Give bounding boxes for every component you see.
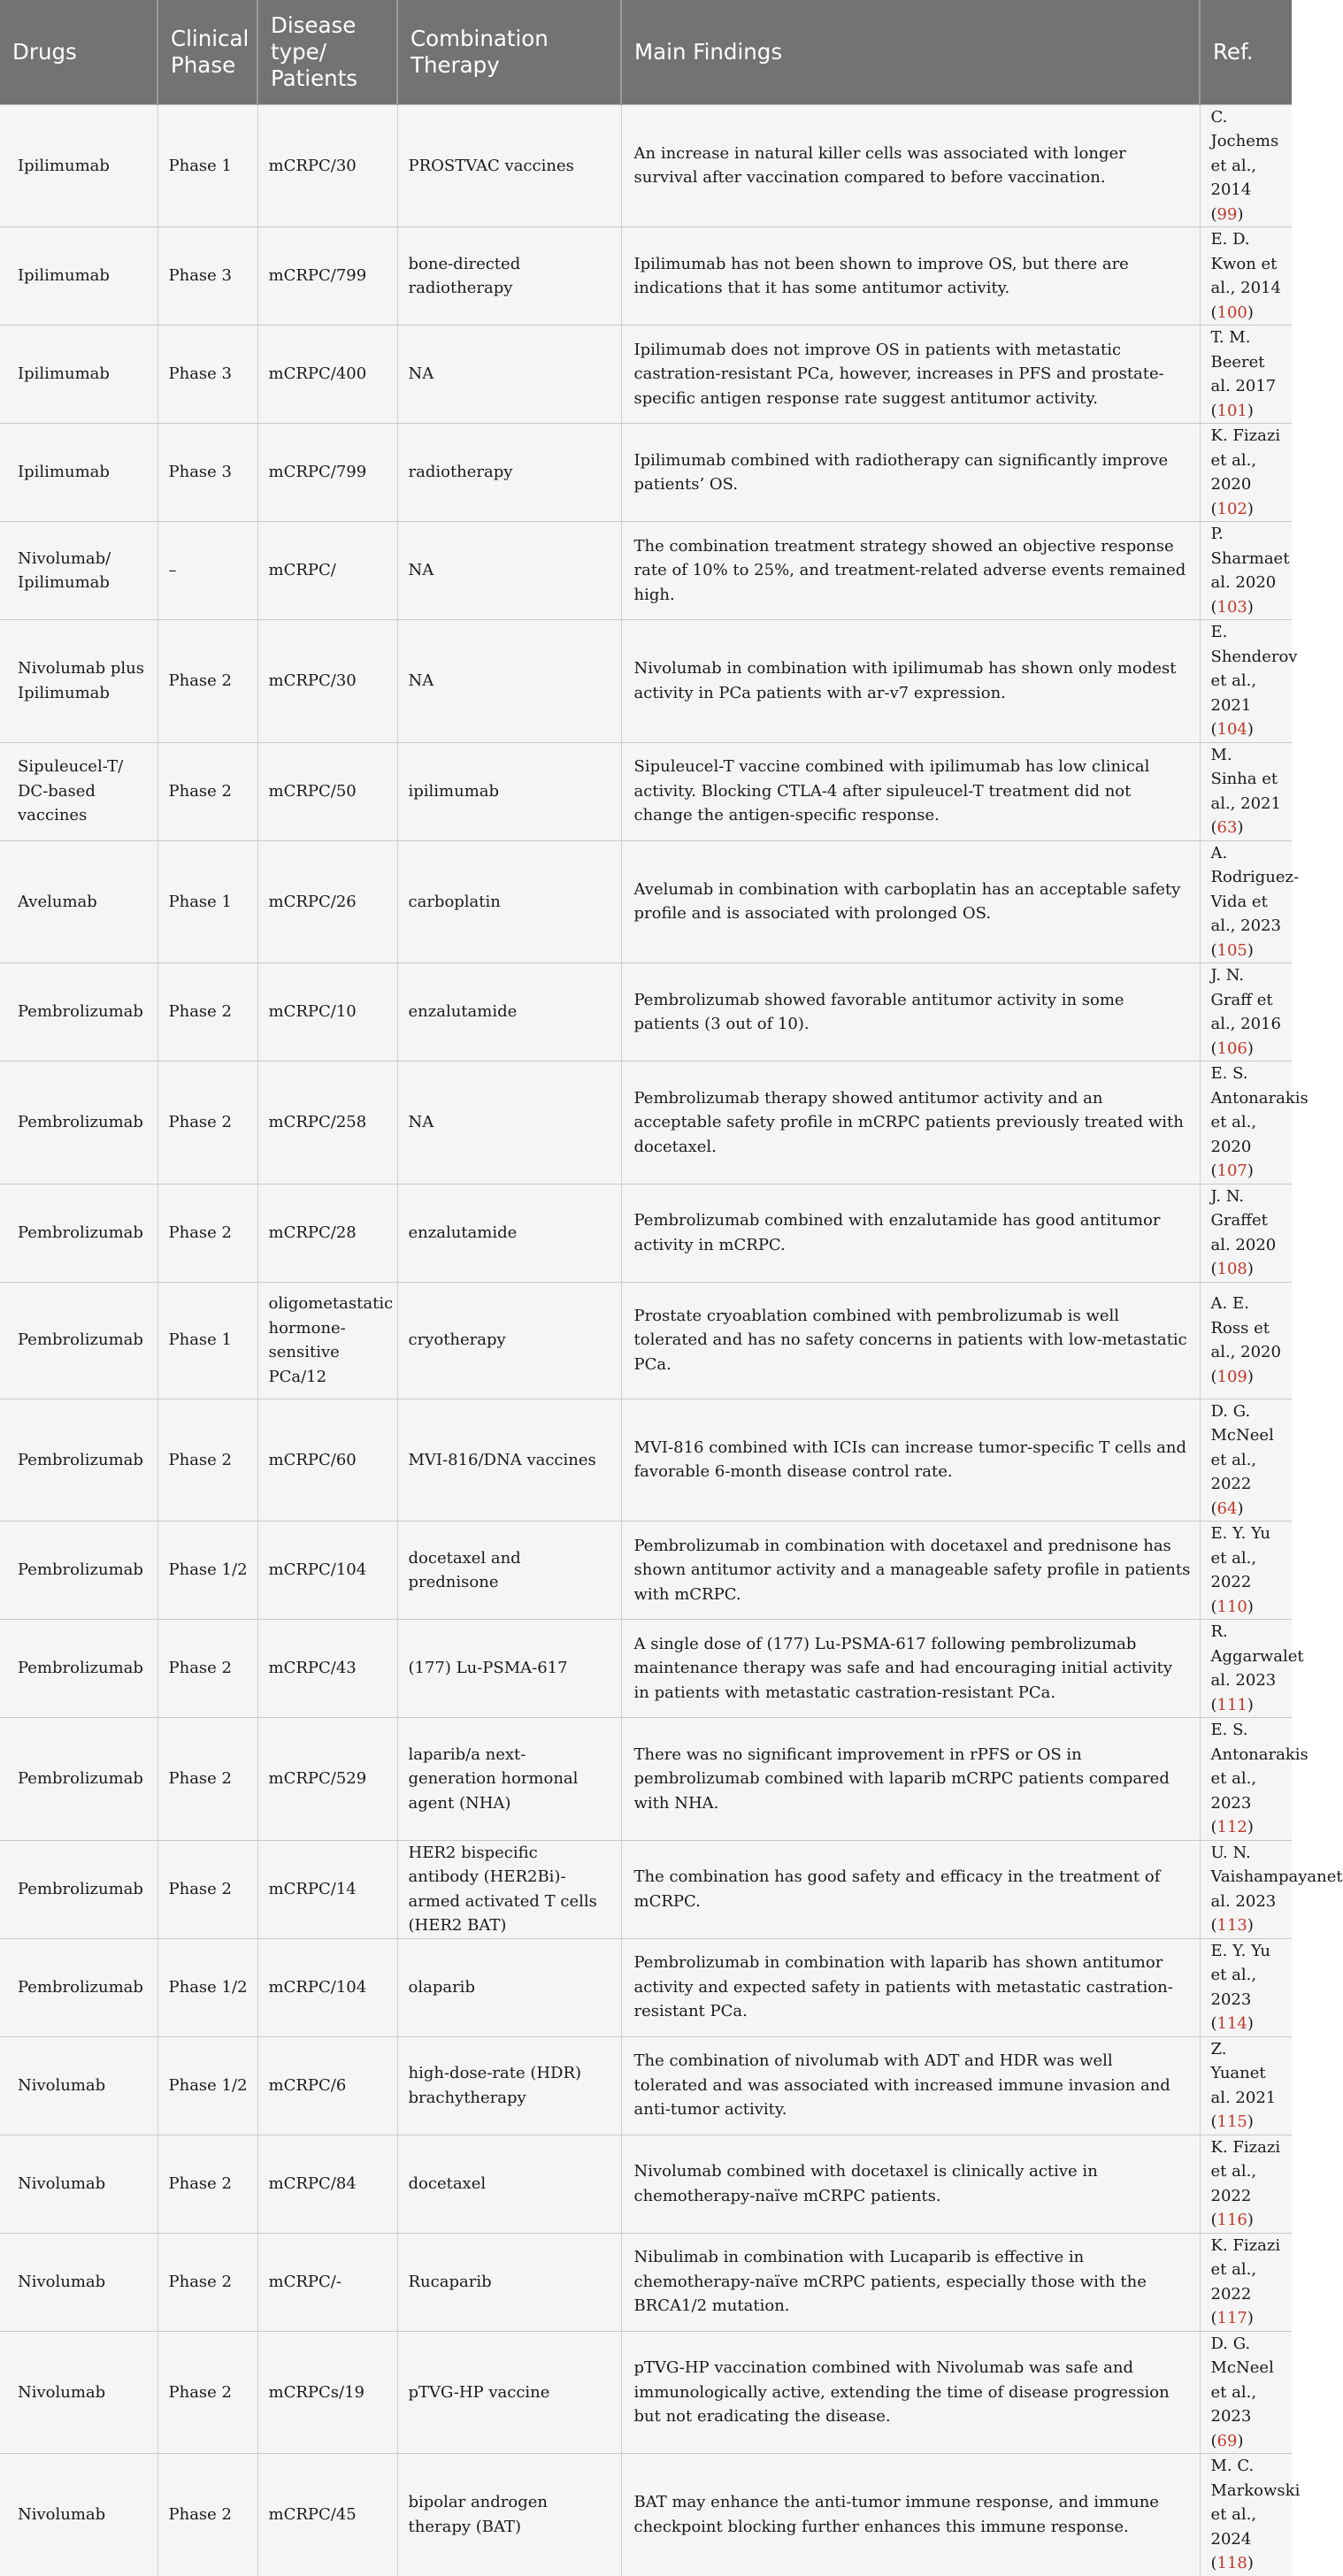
cell-combination: ipilimumab bbox=[397, 742, 621, 840]
cell-ref: D. G. McNeel et al., 2022 (64) bbox=[1200, 1399, 1292, 1522]
cell-drug: Pembrolizumab bbox=[0, 1840, 157, 1938]
cell-findings: An increase in natural killer cells was associated with longer survival after vaccination compared to before vaccination. bbox=[621, 104, 1200, 227]
cell-drug: Pembrolizumab bbox=[0, 1062, 157, 1184]
cell-drug: Nivolumab bbox=[0, 2233, 157, 2331]
cell-ref: E. Shenderov et al., 2021 (104) bbox=[1200, 620, 1292, 743]
cell-disease: mCRPC/30 bbox=[257, 104, 397, 227]
cell-disease: mCRPC/30 bbox=[257, 620, 397, 743]
ref-text: J. N. Graffet al. 2020 bbox=[1210, 1186, 1277, 1254]
table-row bbox=[0, 620, 1292, 743]
cell-disease: mCRPC/400 bbox=[257, 326, 397, 424]
cell-ref: Z. Yuanet al. 2021 (115) bbox=[1200, 2036, 1292, 2135]
cell-combination: laparib/a next-generation hormonal agent (NHA) bbox=[397, 1718, 621, 1841]
cell-findings: Ipilimumab does not improve OS in patients with metastatic castration-resistant PCa, however, increases in PFS and prostate-specific antigen response rate suggest antitumor activity. bbox=[621, 326, 1200, 424]
ref-link[interactable]: 103 bbox=[1216, 597, 1247, 617]
table-row bbox=[0, 1399, 1292, 1522]
cell-combination: HER2 bispecific antibody (HER2Bi)-armed activated T cells (HER2 BAT) bbox=[397, 1840, 621, 1938]
cell-combination: enzalutamide bbox=[397, 963, 621, 1062]
cell-phase: Phase 2 bbox=[157, 1184, 257, 1282]
cell-phase: Phase 2 bbox=[157, 620, 257, 743]
cell-combination: bipolar androgen therapy (BAT) bbox=[397, 2454, 621, 2576]
cell-disease: mCRPC/799 bbox=[257, 424, 397, 522]
table-row bbox=[0, 2036, 1292, 2135]
ref-link[interactable]: 100 bbox=[1216, 303, 1247, 322]
cell-drug: Nivolumab bbox=[0, 2036, 157, 2135]
cell-findings: Pembrolizumab in combination with laparib has shown antitumor activity and expected safety in patients with metastatic castration-resistant PCa. bbox=[621, 1938, 1200, 2036]
table-row bbox=[0, 104, 1292, 227]
cell-phase: Phase 2 bbox=[157, 1718, 257, 1841]
ref-link[interactable]: 108 bbox=[1216, 1260, 1247, 1278]
cell-phase: Phase 1 bbox=[157, 840, 257, 963]
cell-disease: mCRPC/529 bbox=[257, 1718, 397, 1841]
cell-disease: mCRPC/28 bbox=[257, 1184, 397, 1282]
cell-phase: Phase 3 bbox=[157, 424, 257, 522]
ref-link[interactable]: 111 bbox=[1216, 1695, 1247, 1714]
table-row bbox=[0, 1620, 1292, 1718]
cell-drug: Pembrolizumab bbox=[0, 1718, 157, 1841]
header-main-findings: Main Findings bbox=[621, 0, 1200, 104]
cell-findings: Sipuleucel-T vaccine combined with ipilimumab has low clinical activity. Blocking CTLA-4 after sipuleucel-T treatment did not change the antigen-specific response. bbox=[621, 742, 1200, 840]
table-row bbox=[0, 2233, 1292, 2331]
cell-combination: MVI-816/DNA vaccines bbox=[397, 1399, 621, 1522]
cell-findings: A single dose of (177) Lu-PSMA-617 following pembrolizumab maintenance therapy was safe and had encouraging initial activity in patients with metastatic castration-resistant PCa. bbox=[621, 1620, 1200, 1718]
cell-combination: NA bbox=[397, 326, 621, 424]
ref-text: E. Y. Yu et al., 2022 bbox=[1210, 1524, 1270, 1591]
cell-disease: oligometastatic hormone-sensitive PCa/12 bbox=[257, 1282, 397, 1399]
ref-text: P. Sharmaet al. 2020 bbox=[1210, 525, 1290, 592]
cell-ref: A. E. Ross et al., 2020 (109) bbox=[1200, 1282, 1292, 1399]
ref-text: Z. Yuanet al. 2021 bbox=[1210, 2039, 1277, 2107]
cell-combination: PROSTVAC vaccines bbox=[397, 104, 621, 227]
cell-findings: The combination treatment strategy showed an objective response rate of 10% to 25%, and treatment-related adverse events remained high. bbox=[621, 522, 1200, 620]
ref-text: U. N. Vaishampayanet al. 2023 bbox=[1210, 1843, 1343, 1911]
cell-phase: Phase 2 bbox=[157, 1399, 257, 1522]
cell-disease: mCRPC/43 bbox=[257, 1620, 397, 1718]
table-row bbox=[0, 1522, 1292, 1620]
ref-link[interactable]: 64 bbox=[1216, 1499, 1238, 1518]
table-row bbox=[0, 840, 1292, 963]
cell-ref: K. Fizazi et al., 2020 (102) bbox=[1200, 424, 1292, 522]
cell-disease: mCRPC/799 bbox=[257, 227, 397, 326]
cell-phase: Phase 2 bbox=[157, 1620, 257, 1718]
cell-drug: Ipilimumab bbox=[0, 227, 157, 326]
cell-combination: carboplatin bbox=[397, 840, 621, 963]
cell-disease: mCRPC/104 bbox=[257, 1522, 397, 1620]
table-row bbox=[0, 522, 1292, 620]
ref-link[interactable]: 101 bbox=[1216, 401, 1247, 420]
cell-combination: radiotherapy bbox=[397, 424, 621, 522]
table-body bbox=[0, 104, 1343, 2576]
cell-combination: cryotherapy bbox=[397, 1282, 621, 1399]
cell-ref: D. G. McNeel et al., 2023 (69) bbox=[1200, 2331, 1292, 2454]
ref-link[interactable]: 115 bbox=[1216, 2112, 1247, 2131]
cell-findings: pTVG-HP vaccination combined with Nivolumab was safe and immunologically active, extending the time of disease progression but not eradicating the disease. bbox=[621, 2331, 1200, 2454]
cell-ref: T. M. Beeret al. 2017 (101) bbox=[1200, 326, 1292, 424]
ref-text: K. Fizazi et al., 2022 bbox=[1210, 2137, 1281, 2205]
cell-combination: NA bbox=[397, 1062, 621, 1184]
ref-text: E. S. Antonarakis et al., 2020 bbox=[1210, 1064, 1308, 1156]
ref-text: E. Shenderov et al., 2021 bbox=[1210, 623, 1298, 715]
cell-phase: Phase 2 bbox=[157, 963, 257, 1062]
cell-ref: E. Y. Yu et al., 2023 (114) bbox=[1200, 1938, 1292, 2036]
cell-phase: Phase 2 bbox=[157, 1062, 257, 1184]
ref-link[interactable]: 109 bbox=[1216, 1367, 1247, 1386]
cell-drug: Sipuleucel-T/ DC-based vaccines bbox=[0, 742, 157, 840]
cell-findings: Nibulimab in combination with Lucaparib is effective in chemotherapy-naïve mCRPC patients, especially those with the BRCA1/2 mutation. bbox=[621, 2233, 1200, 2331]
cell-ref: A. Rodriguez-Vida et al., 2023 (105) bbox=[1200, 840, 1292, 963]
ref-link[interactable]: 105 bbox=[1216, 940, 1247, 960]
cell-ref: E. S. Antonarakis et al., 2020 (107) bbox=[1200, 1062, 1292, 1184]
cell-drug: Ipilimumab bbox=[0, 424, 157, 522]
table-row bbox=[0, 1184, 1292, 1282]
ref-text: J. N. Graff et al., 2016 bbox=[1210, 966, 1281, 1033]
cell-findings: Pembrolizumab showed favorable antitumor activity in some patients (3 out of 10). bbox=[621, 963, 1200, 1062]
cell-findings: Prostate cryoablation combined with pembrolizumab is well tolerated and has no safety concerns in patients with low-metastatic PCa. bbox=[621, 1282, 1200, 1399]
ref-text: K. Fizazi et al., 2022 bbox=[1210, 2235, 1281, 2304]
cell-drug: Pembrolizumab bbox=[0, 1938, 157, 2036]
cell-drug: Ipilimumab bbox=[0, 104, 157, 227]
cell-ref: K. Fizazi et al., 2022 (116) bbox=[1200, 2135, 1292, 2233]
header-clinical-phase: Clinical Phase bbox=[157, 0, 257, 104]
header-ref: Ref. bbox=[1200, 0, 1292, 104]
table-row bbox=[0, 1718, 1292, 1841]
cell-drug: Pembrolizumab bbox=[0, 1184, 157, 1282]
table-row bbox=[0, 2135, 1292, 2233]
cell-combination: enzalutamide bbox=[397, 1184, 621, 1282]
table-row bbox=[0, 2454, 1292, 2576]
cell-findings: The combination of nivolumab with ADT and HDR was well tolerated and was associated with increased immune invasion and anti-tumor activity. bbox=[621, 2036, 1200, 2135]
cell-drug: Ipilimumab bbox=[0, 326, 157, 424]
cell-phase: – bbox=[157, 522, 257, 620]
cell-findings: There was no significant improvement in rPFS or OS in pembrolizumab combined with laparib mCRPC patients compared with NHA. bbox=[621, 1718, 1200, 1841]
cell-disease: mCRPC/84 bbox=[257, 2135, 397, 2233]
header-row bbox=[0, 0, 1292, 104]
table-row bbox=[0, 742, 1292, 840]
cell-findings: Pembrolizumab therapy showed antitumor activity and an acceptable safety profile in mCRPC patients previously treated with docetaxel. bbox=[621, 1062, 1200, 1184]
cell-disease: mCRPC/- bbox=[257, 2233, 397, 2331]
cell-findings: Nivolumab combined with docetaxel is clinically active in chemotherapy-naïve mCRPC patients. bbox=[621, 2135, 1200, 2233]
cell-combination: docetaxel and prednisone bbox=[397, 1522, 621, 1620]
cell-phase: Phase 2 bbox=[157, 2454, 257, 2576]
table-row bbox=[0, 1840, 1292, 1938]
ref-link[interactable]: 112 bbox=[1216, 1818, 1247, 1836]
cell-disease: mCRPC/45 bbox=[257, 2454, 397, 2576]
cell-drug: Nivolumab plus Ipilimumab bbox=[0, 620, 157, 743]
ref-text: E. Y. Yu et al., 2023 bbox=[1210, 1941, 1270, 2009]
cell-phase: Phase 2 bbox=[157, 1840, 257, 1938]
cell-drug: Pembrolizumab bbox=[0, 1282, 157, 1399]
table-row bbox=[0, 1282, 1292, 1399]
cell-findings: Pembrolizumab combined with enzalutamide has good antitumor activity in mCRPC. bbox=[621, 1184, 1200, 1282]
ref-link[interactable]: 106 bbox=[1216, 1039, 1247, 1058]
cell-disease: mCRPC/60 bbox=[257, 1399, 397, 1522]
ref-text: K. Fizazi et al., 2020 bbox=[1210, 426, 1281, 494]
cell-phase: Phase 3 bbox=[157, 326, 257, 424]
cell-combination: (177) Lu-PSMA-617 bbox=[397, 1620, 621, 1718]
ref-text: R. Aggarwalet al. 2023 bbox=[1210, 1622, 1304, 1690]
cell-phase: Phase 1/2 bbox=[157, 2036, 257, 2135]
ref-text: A. E. Ross et al., 2020 bbox=[1210, 1294, 1281, 1361]
cell-drug: Avelumab bbox=[0, 840, 157, 963]
cell-phase: Phase 1/2 bbox=[157, 1522, 257, 1620]
cell-ref: E. S. Antonarakis et al., 2023 (112) bbox=[1200, 1718, 1292, 1841]
table-row bbox=[0, 963, 1292, 1062]
cell-disease: mCRPC/104 bbox=[257, 1938, 397, 2036]
cell-drug: Nivolumab/ Ipilimumab bbox=[0, 522, 157, 620]
ref-text: D. G. McNeel et al., 2023 bbox=[1210, 2334, 1274, 2426]
cell-findings: BAT may enhance the anti-tumor immune response, and immune checkpoint blocking further enhances this immune response. bbox=[621, 2454, 1200, 2576]
ref-text: M. Sinha et al., 2021 bbox=[1210, 745, 1281, 813]
cell-combination: pTVG-HP vaccine bbox=[397, 2331, 621, 2454]
cell-combination: olaparib bbox=[397, 1938, 621, 2036]
ref-text: E. S. Antonarakis et al., 2023 bbox=[1210, 1721, 1308, 1813]
header-drugs: Drugs bbox=[12, 38, 77, 65]
cell-drug: Nivolumab bbox=[0, 2331, 157, 2454]
cell-combination: NA bbox=[397, 620, 621, 743]
cell-combination: high-dose-rate (HDR) brachytherapy bbox=[397, 2036, 621, 2135]
cell-ref: M. C. Markowski et al., 2024 (118) bbox=[1200, 2454, 1292, 2576]
table-row bbox=[0, 227, 1292, 326]
cell-disease: mCRPC/6 bbox=[257, 2036, 397, 2135]
ref-link[interactable]: 110 bbox=[1216, 1597, 1247, 1616]
ref-text: A. Rodriguez-Vida et al., 2023 bbox=[1210, 843, 1300, 935]
cell-phase: Phase 1/2 bbox=[157, 1938, 257, 2036]
cell-findings: Pembrolizumab in combination with docetaxel and prednisone has shown antitumor activity and a manageable safety profile in patients with mCRPC. bbox=[621, 1522, 1200, 1620]
cell-disease: mCRPC/10 bbox=[257, 963, 397, 1062]
ref-link[interactable]: 116 bbox=[1216, 2211, 1247, 2229]
cell-disease: mCRPC/50 bbox=[257, 742, 397, 840]
cell-disease: mCRPC/258 bbox=[257, 1062, 397, 1184]
cell-findings: The combination has good safety and efficacy in the treatment of mCRPC. bbox=[621, 1840, 1200, 1938]
cell-ref: J. N. Graff et al., 2016 (106) bbox=[1200, 963, 1292, 1062]
cell-ref: K. Fizazi et al., 2022 (117) bbox=[1200, 2233, 1292, 2331]
ref-text: C. Jochems et al., 2014 bbox=[1210, 107, 1279, 199]
cell-ref: E. Y. Yu et al., 2022 (110) bbox=[1200, 1522, 1292, 1620]
header-combination-therapy: Combination Therapy bbox=[397, 0, 621, 104]
table-row bbox=[0, 424, 1292, 522]
ref-link[interactable]: 99 bbox=[1216, 204, 1238, 224]
table-row bbox=[0, 2331, 1292, 2454]
cell-findings: Nivolumab in combination with ipilimumab has shown only modest activity in PCa patients with ar-v7 expression. bbox=[621, 620, 1200, 743]
cell-ref: M. Sinha et al., 2021 (63) bbox=[1200, 742, 1292, 840]
cell-ref: J. N. Graffet al. 2020 (108) bbox=[1200, 1184, 1292, 1282]
cell-combination: Rucaparib bbox=[397, 2233, 621, 2331]
cell-disease: mCRPCs/19 bbox=[257, 2331, 397, 2454]
ref-link[interactable]: 114 bbox=[1216, 2014, 1247, 2033]
cell-phase: Phase 2 bbox=[157, 2135, 257, 2233]
cell-phase: Phase 1 bbox=[157, 1282, 257, 1399]
cell-combination: docetaxel bbox=[397, 2135, 621, 2233]
ref-text: D. G. McNeel et al., 2022 bbox=[1210, 1401, 1274, 1493]
cell-findings: MVI-816 combined with ICIs can increase tumor-specific T cells and favorable 6-month disease control rate. bbox=[621, 1399, 1200, 1522]
ref-link[interactable]: 104 bbox=[1216, 720, 1247, 739]
cell-phase: Phase 2 bbox=[157, 2331, 257, 2454]
cell-combination: NA bbox=[397, 522, 621, 620]
cell-drug: Nivolumab bbox=[0, 2454, 157, 2576]
cell-findings: Ipilimumab has not been shown to improve OS, but there are indications that it has some antitumor activity. bbox=[621, 227, 1200, 326]
table-row bbox=[0, 1062, 1292, 1184]
ref-text: T. M. Beeret al. 2017 bbox=[1210, 328, 1277, 395]
cell-ref: R. Aggarwalet al. 2023 (111) bbox=[1200, 1620, 1292, 1718]
header-disease-type: Disease type/ Patients bbox=[257, 0, 397, 104]
cell-disease: mCRPC/ bbox=[257, 522, 397, 620]
cell-ref: E. D. Kwon et al., 2014 (100) bbox=[1200, 227, 1292, 326]
cell-disease: mCRPC/26 bbox=[257, 840, 397, 963]
cell-phase: Phase 3 bbox=[157, 227, 257, 326]
cell-combination: bone-directed radiotherapy bbox=[397, 227, 621, 326]
table-row bbox=[0, 1938, 1292, 2036]
ref-link[interactable]: 69 bbox=[1216, 2431, 1238, 2450]
cell-findings: Avelumab in combination with carboplatin has an acceptable safety profile and is associated with prolonged OS. bbox=[621, 840, 1200, 963]
ref-link[interactable]: 63 bbox=[1216, 818, 1238, 837]
cell-ref: C. Jochems et al., 2014 (99) bbox=[1200, 104, 1292, 227]
ref-link[interactable]: 107 bbox=[1216, 1162, 1247, 1180]
cell-phase: Phase 1 bbox=[157, 104, 257, 227]
cell-phase: Phase 2 bbox=[157, 742, 257, 840]
cell-ref: P. Sharmaet al. 2020 (103) bbox=[1200, 522, 1292, 620]
ref-link[interactable]: 113 bbox=[1216, 1916, 1247, 1935]
cell-drug: Pembrolizumab bbox=[0, 1399, 157, 1522]
cell-drug: Pembrolizumab bbox=[0, 1522, 157, 1620]
cell-findings: Ipilimumab combined with radiotherapy can significantly improve patients’ OS. bbox=[621, 424, 1200, 522]
ref-link[interactable]: 117 bbox=[1216, 2309, 1247, 2327]
cell-drug: Pembrolizumab bbox=[0, 963, 157, 1062]
cell-drug: Pembrolizumab bbox=[0, 1620, 157, 1718]
ref-link[interactable]: 118 bbox=[1216, 2554, 1247, 2572]
cell-ref: U. N. Vaishampayanet al. 2023 (113) bbox=[1200, 1840, 1292, 1938]
ref-text: M. C. Markowski et al., 2024 bbox=[1210, 2457, 1301, 2549]
table-row bbox=[0, 326, 1292, 424]
ref-text: E. D. Kwon et al., 2014 bbox=[1210, 230, 1281, 297]
cell-disease: mCRPC/14 bbox=[257, 1840, 397, 1938]
cell-phase: Phase 2 bbox=[157, 2233, 257, 2331]
ref-link[interactable]: 102 bbox=[1216, 499, 1247, 518]
cell-drug: Nivolumab bbox=[0, 2135, 157, 2233]
